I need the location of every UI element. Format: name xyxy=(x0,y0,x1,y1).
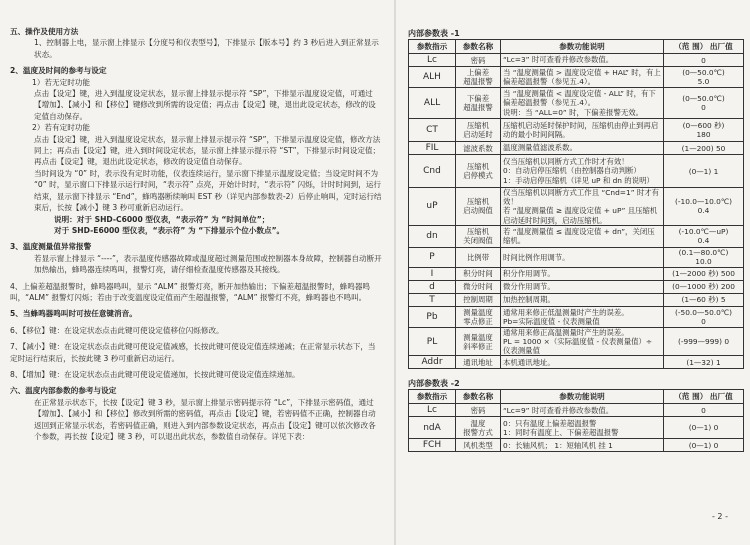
param-description: 积分作用调节。 xyxy=(501,267,664,280)
parameter-table-1 xyxy=(408,39,744,369)
param-symbol: P xyxy=(409,247,456,267)
col-header-range: （范 围） 出厂值 xyxy=(664,40,744,54)
param-symbol: d xyxy=(409,280,456,293)
right-column xyxy=(408,28,743,452)
col-header-symbol: 参数指示 xyxy=(409,40,456,54)
table-row xyxy=(409,293,744,306)
param-range: (1—200) 50 xyxy=(664,142,744,155)
param-symbol: FCH xyxy=(409,439,456,452)
param-symbol: PL xyxy=(409,327,456,356)
param-symbol: ALH xyxy=(409,67,456,88)
param-description: 通常用来修正低温测量时产生的误差。 Pb=实际温度值 - 仪表测量值 xyxy=(501,306,664,327)
timer-text: 点击【设定】键，进入到温度设定状态，显示窗上排显示提示符 “SP”，下排显示温度设定值，修改方法同上；再点击【设定】键，进入到时间设定状态，显示窗上排显示提示符 “ST”，下排显示时间设定值；再点击【设定】键，退出此设定状态，修改的设定值自动保存。 xyxy=(34,134,381,167)
param-name: 压缩机 启动阀值 xyxy=(456,188,501,226)
param-description: 0：只有温度上偏差超温报警 1：同时有温度上、下偏差超温报警 xyxy=(501,417,664,439)
param-name: 上偏差 超温报警 xyxy=(456,67,501,88)
table-row xyxy=(409,155,744,188)
param-description: “Lc=9” 时可查看并修改参数值。 xyxy=(501,404,664,417)
param-range: (0.1—80.0℃) 10.0 xyxy=(664,247,744,267)
param-name: 压缩机 关闭阀值 xyxy=(456,225,501,247)
table-row xyxy=(409,280,744,293)
parameter-table-2 xyxy=(408,389,744,452)
param-range: (-50.0—50.0℃) 0 xyxy=(664,306,744,327)
param-symbol: I xyxy=(409,267,456,280)
note-2: 对于 SHD-E6000 型仪表，“表示符” 为 “下排显示个位小数点”。 xyxy=(54,225,285,235)
table-row xyxy=(409,404,744,417)
param-name: 积分时间 xyxy=(456,267,501,280)
param-range: (0—50.0℃) 5.0 xyxy=(664,67,744,88)
param-symbol: Lc xyxy=(409,54,456,67)
param-range: (1—2000 秒) 500 xyxy=(664,267,744,280)
param-symbol: T xyxy=(409,293,456,306)
param-description: 仅当压缩机以同断方式工作且 “Cnd=1” 时才有效！ 若 “温度测量值 ≥ 温度设定值 + uP” 且压缩机启动延时时间到，启动压缩机。 xyxy=(501,188,664,226)
page-fold xyxy=(394,0,396,545)
param-range: (-999—999) 0 xyxy=(664,327,744,356)
section-6-main: 在正常显示状态下，长按【设定】键 3 秒，显示窗上排显示密码提示符 “Lc”，下排显示密码值，通过【增加】、【减小】和【移位】修改到所需的密码值，再点击【设定】键，若密码值不正确，控制器自动返回到正常显示状态，若密码值正确，则进入到内部参数设定状态，再点击【设定】键可以依次修改各个参数，再长按【设定】键 3 秒，可以退出此状态，参数值自动保存。详见下表： xyxy=(34,397,376,441)
param-description: 当 “温度测量值 > 温度设定值 + HAL” 时，有上偏差超温报警（参见五.4）。 xyxy=(501,67,664,88)
param-name: 微分时间 xyxy=(456,280,501,293)
left-column xyxy=(10,26,382,506)
table-row xyxy=(409,225,744,247)
col-header-symbol: 参数指示 xyxy=(409,390,456,404)
section-7-text: 7、【减小】键：在设定状态点击此键可使设定值减感，长按此键可使设定值连续递减；在正常显示状态下，当定时运行结束后，长按此键 3 秒可重新启动运行。 xyxy=(10,342,376,363)
param-name: 下偏差 超温报警 xyxy=(456,88,501,119)
param-name: 密码 xyxy=(456,54,501,67)
param-range: (0—600 秒) 180 xyxy=(664,119,744,142)
col-header-name: 参数名称 xyxy=(456,390,501,404)
param-description: 仅当压缩机以同断方式工作时才有效！ 0：自动启停压缩机（由控制器自动判断） 1：手动启停压缩机（详见 uP 和 dn 的说明） xyxy=(501,155,664,188)
param-symbol: dn xyxy=(409,225,456,247)
section-5-title: 五、操作及使用方法 xyxy=(10,27,79,36)
table-row xyxy=(409,142,744,155)
param-symbol: Lc xyxy=(409,404,456,417)
table-row xyxy=(409,417,744,439)
param-range: 0 xyxy=(664,404,744,417)
section-3-text: 若显示窗上排显示 “----”，表示温度传感器故障或温度超过测量范围或控制器本身故障，控制器自动断开加热输出，蜂鸣器连续鸣叫，报警灯亮，请仔细检查温度传感器及其接线。 xyxy=(34,253,382,275)
param-description: 微分作用调节。 xyxy=(501,280,664,293)
param-symbol: CT xyxy=(409,119,456,142)
col-header-desc: 参数功能说明 xyxy=(501,390,664,404)
table-row xyxy=(409,356,744,369)
param-range: (0—1000 秒) 200 xyxy=(664,280,744,293)
param-name: 压缩机 启停模式 xyxy=(456,155,501,188)
param-description: “Lc=3” 时可查看并修改参数值。 xyxy=(501,54,664,67)
table-row xyxy=(409,306,744,327)
param-symbol: FIL xyxy=(409,142,456,155)
section-2-title: 2、温度及时间的参考与设定 xyxy=(10,66,107,76)
param-name: 滤波系数 xyxy=(456,142,501,155)
param-description: 温度测量值滤波系数。 xyxy=(501,142,664,155)
param-symbol: ndA xyxy=(409,417,456,439)
timer-text-2: 当时间设为 “0” 时，表示没有定时功能，仪表连续运行，显示窗下排显示温度设定值；当设定时间不为 “0” 时，显示窗口下排显示运行时间，“表示符” 点亮，开始计时时，“表示符” 闪烁，计时时间到，运行结束，显示窗下排显示 “End”，蜂鸣器断续响叫 EST 秒（详见内部参数表-2）后停止响叫，定时运行结束后，长按【减小】键 3 秒可重新启动运行。 xyxy=(34,168,382,213)
table-row xyxy=(409,439,744,452)
param-description: 时间比例作用调节。 xyxy=(501,247,664,267)
param-name: 压缩机 启动延时 xyxy=(456,119,501,142)
param-range: (0—1) 0 xyxy=(664,439,744,452)
param-range: (1—60 秒) 5 xyxy=(664,293,744,306)
param-name: 比例带 xyxy=(456,247,501,267)
table-row xyxy=(409,267,744,280)
param-range: (0—1) 0 xyxy=(664,417,744,439)
param-symbol: ALL xyxy=(409,88,456,119)
table-1-title: 内部参数表 -1 xyxy=(408,29,460,38)
page-number: - 2 - xyxy=(712,512,728,521)
param-range: (0—50.0℃) 0 xyxy=(664,88,744,119)
param-description: 当 “温度测量值 < 温度设定值 - ALL” 时，有下偏差超温报警（参见五.4）。 说明：当 “ALL=0” 时，下偏差报警无效。 xyxy=(501,88,664,119)
table-row xyxy=(409,67,744,88)
param-name: 温度 报警方式 xyxy=(456,417,501,439)
subsection-no-timer: 1）若无定时功能 xyxy=(32,77,90,87)
section-5-item-1: 1、控制器上电，显示窗上排显示【分度号和仪表型号】，下排显示【版本号】约 3 秒后进入到正常显示状态。 xyxy=(34,38,379,59)
table-2-title: 内部参数表 -2 xyxy=(408,379,460,389)
param-name: 控制周期 xyxy=(456,293,501,306)
param-name: 通讯地址 xyxy=(456,356,501,369)
param-range: (-10.0—10.0℃) 0.4 xyxy=(664,188,744,226)
param-range: 0 xyxy=(664,54,744,67)
param-description: 本机通讯地址。 xyxy=(501,356,664,369)
param-symbol: Pb xyxy=(409,306,456,327)
section-5-text: 5、当蜂鸣器鸣叫时可按任意键消音。 xyxy=(10,309,137,319)
param-symbol: Cnd xyxy=(409,155,456,188)
param-description: 若 “温度测量值 ≤ 温度设定值 + dn”，关闭压缩机。 xyxy=(501,225,664,247)
table-row xyxy=(409,88,744,119)
param-symbol: uP xyxy=(409,188,456,226)
param-range: (0—1) 1 xyxy=(664,155,744,188)
param-name: 测量温度 斜率修正 xyxy=(456,327,501,356)
param-name: 测量温度 零点修正 xyxy=(456,306,501,327)
param-symbol: Addr xyxy=(409,356,456,369)
section-3-title: 3、温度测量值异常报警 xyxy=(10,242,92,252)
param-description: 压缩机启动延时保护时间，压缩机由停止到再启动的最小时间间隔。 xyxy=(501,119,664,142)
col-header-range: （范 围） 出厂值 xyxy=(664,390,744,404)
col-header-name: 参数名称 xyxy=(456,40,501,54)
param-name: 风机类型 xyxy=(456,439,501,452)
section-6-title: 六、温度内部参数的参考与设定 xyxy=(10,386,117,396)
param-description: 0：长轴风机； 1：短轴风机 挂 1 xyxy=(501,439,664,452)
param-description: 加热控制周期。 xyxy=(501,293,664,306)
subsection-timer: 2）若有定时功能 xyxy=(32,123,90,133)
table-row xyxy=(409,247,744,267)
table-row xyxy=(409,119,744,142)
param-range: (1—32) 1 xyxy=(664,356,744,369)
param-range: (-10.0℃—uP) 0.4 xyxy=(664,225,744,247)
table-row xyxy=(409,188,744,226)
note-1: 说明：对于 SHD-C6000 型仪表，“表示符” 为 “时间单位”； xyxy=(54,214,270,224)
table-row xyxy=(409,54,744,67)
col-header-desc: 参数功能说明 xyxy=(501,40,664,54)
section-8-text: 8、【增加】键：在设定状态点击此键可使设定值递加，长按此键可使设定值连续递加。 xyxy=(10,369,300,379)
no-timer-text: 点击【设定】键，进入到温度设定状态，显示窗上排显示提示符 “SP”，下排显示温度设定值，可通过【增加】、【减小】和【移位】键修改到所需的设定值；再点击【设定】键，退出此设定状态，修改的设定值自动保存。 xyxy=(34,89,376,121)
section-6-text: 6、【移位】键：在设定状态点击此键可使设定值移位闪烁修改。 xyxy=(10,325,224,335)
table-row xyxy=(409,327,744,356)
section-4-text: 4、上偏差超温报警时，蜂鸣器鸣叫，显示 “ALM” 报警灯亮，断开加热输出；下偏差超温报警时，蜂鸣器鸣叫，“ALM” 报警灯闪烁；若由于改变温度设定值而产生超温报警，“ALM” 报警灯不亮，蜂鸣器也不鸣叫。 xyxy=(10,281,371,302)
param-name: 密码 xyxy=(456,404,501,417)
param-description: 通常用来修正高温测量时产生的误差。 PL = 1000 ×（实际温度值 - 仪表测量值）÷ 仪表测量值 xyxy=(501,327,664,356)
